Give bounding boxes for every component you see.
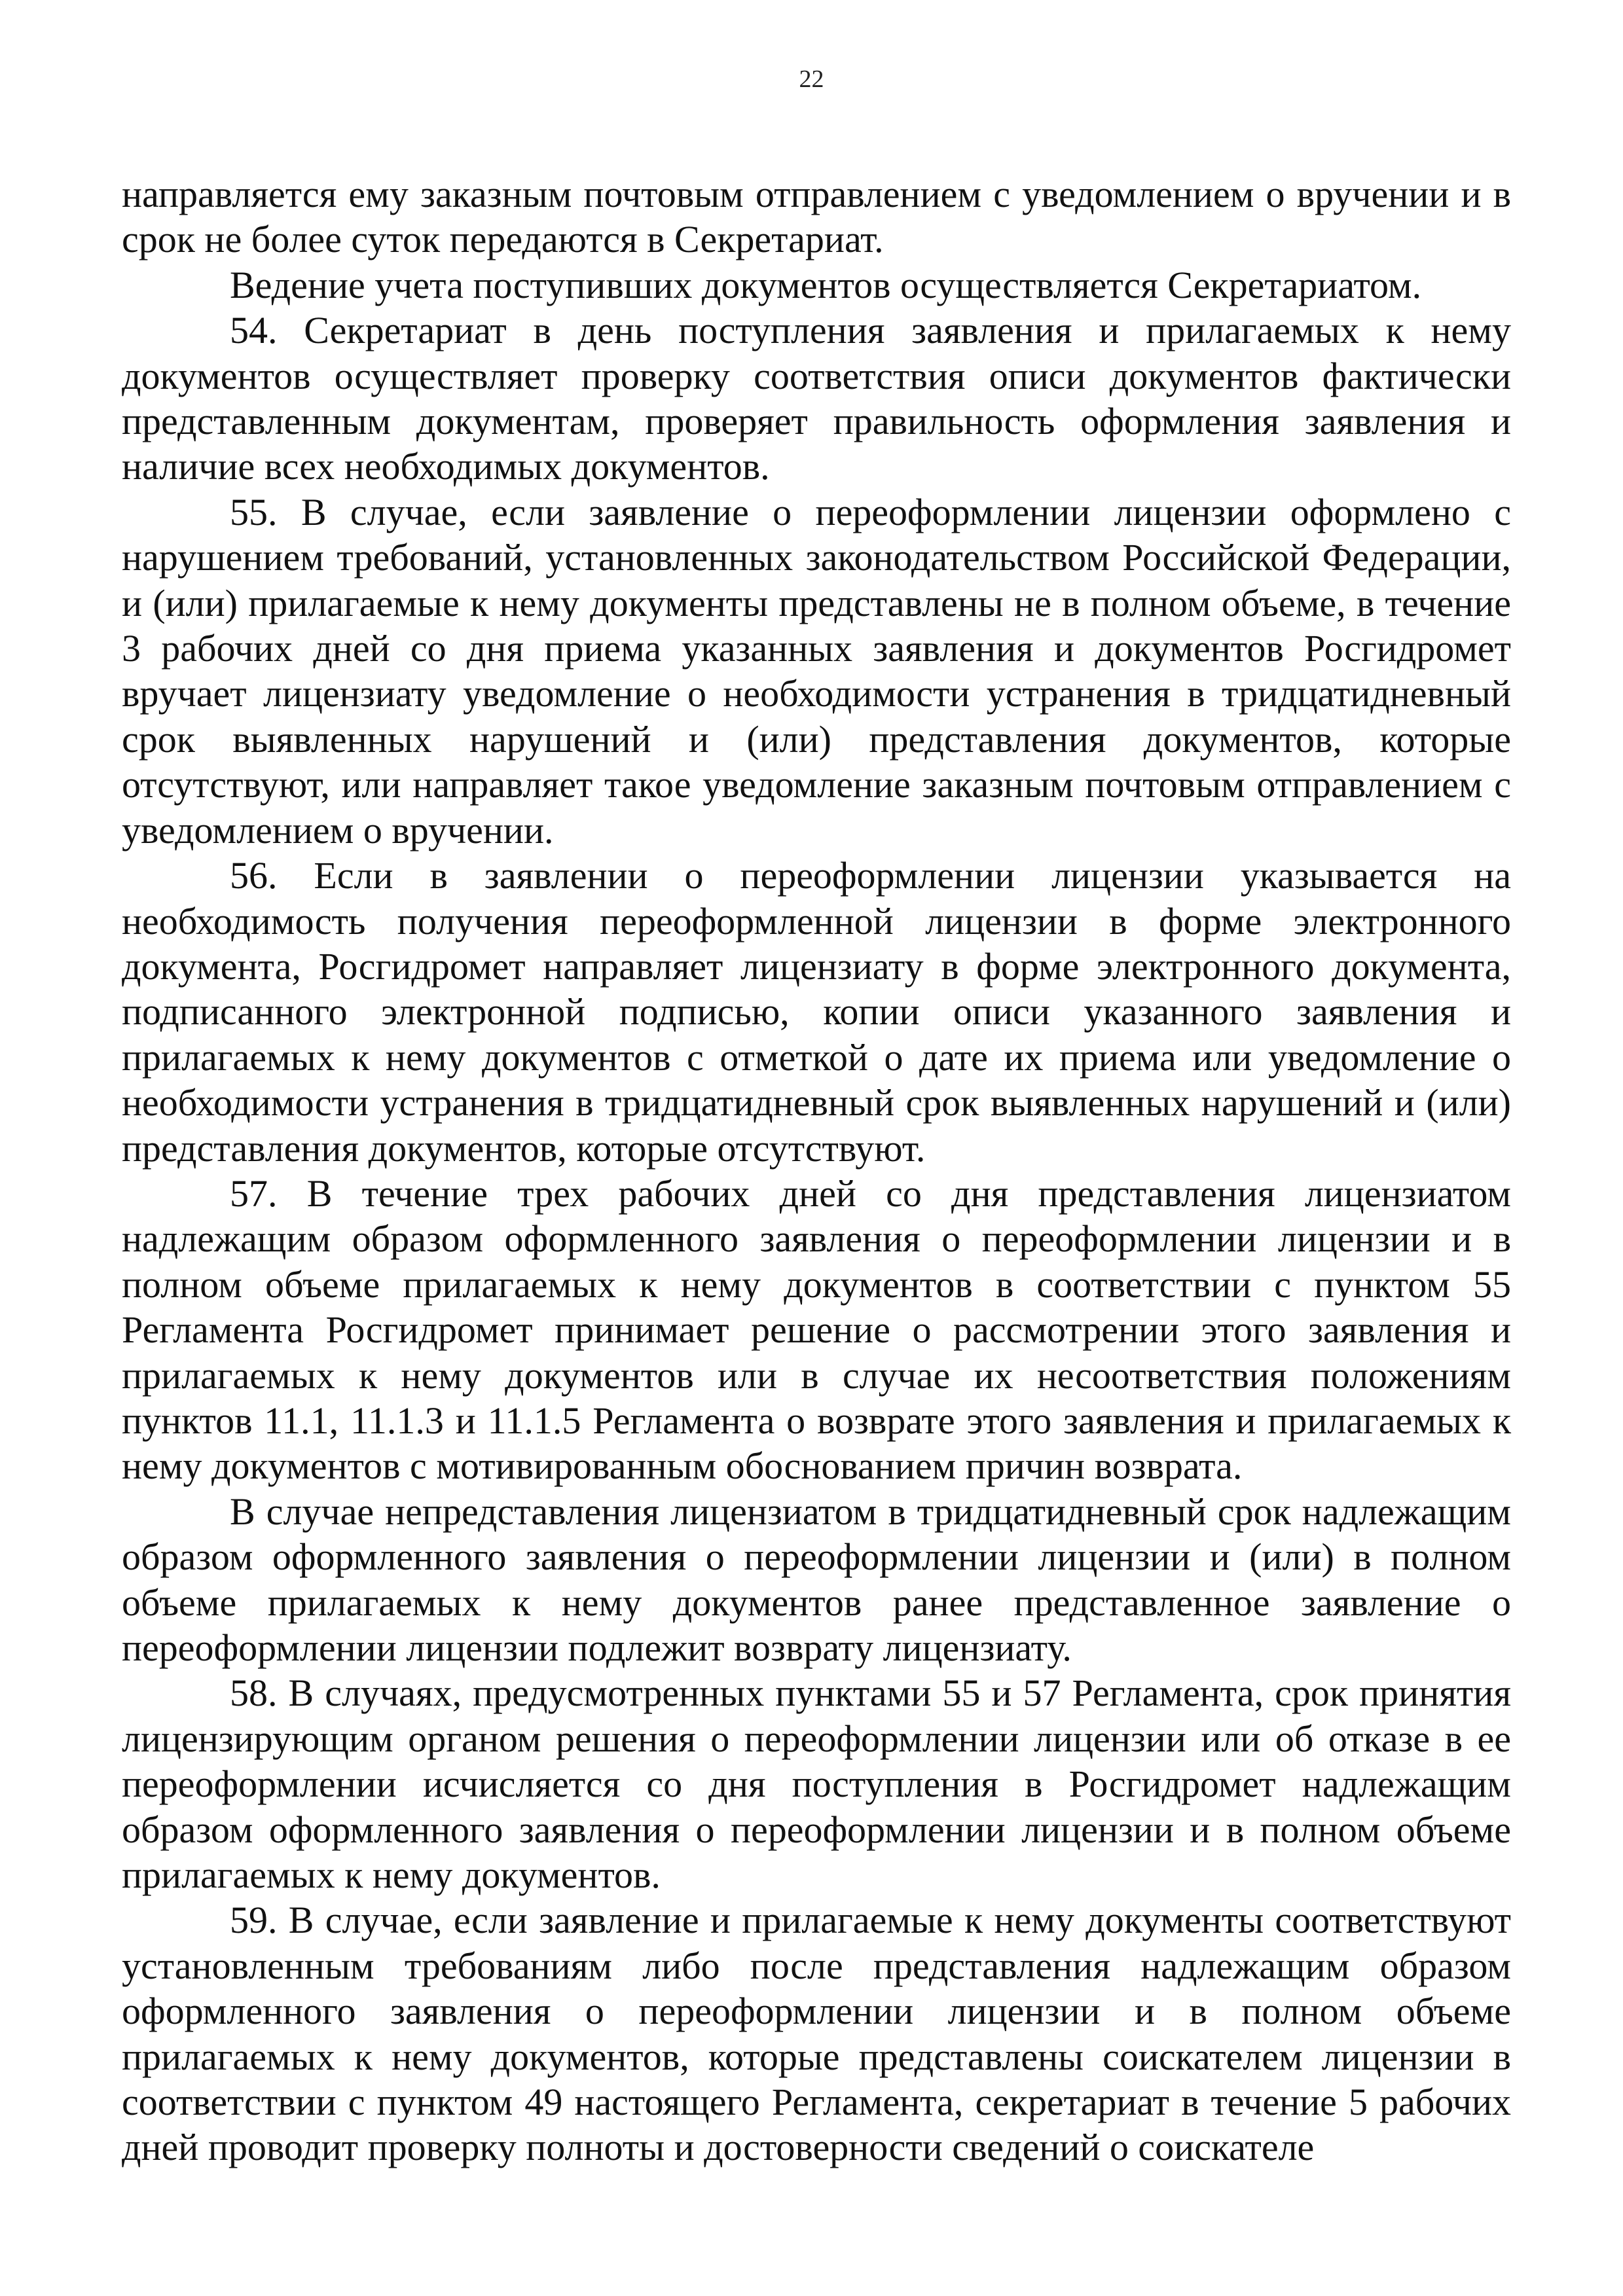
paragraph-record-keeping: Ведение учета поступивших документов осуществляется Секретариатом. <box>230 263 1422 306</box>
paragraph-57-return: В случае непредставления лицензиатом в тридцатидневный срок надлежащим образом оформленного заявления о переоформлении лицензии и (или) в полном объеме прилагаемых к нему документов ранее представленное заявление о переоформлении лицензии подлежит возврату лицензиату. <box>122 1490 1511 1669</box>
paragraph-54: 54. Секретариат в день поступления заявления и прилагаемых к нему документов осуществляет проверку соответствия описи документов фактически представленным документам, проверяет правильность оформления заявления и наличие всех необходимых документов. <box>122 309 1511 488</box>
paragraph-57: 57. В течение трех рабочих дней со дня представления лицензиатом надлежащим образом оформленного заявления о переоформлении лицензии и в полном объеме прилагаемых к нему документов в соответствии с пунктом 55 Регламента Росгидромет принимает решение о рассмотрении этого заявления и прилагаемых к нему документов или в случае их несоответствия положениям пунктов 11.1, 11.1.3 и 11.1.5 Регламента о возврате этого заявления и прилагаемых к нему документов с мотивированным обоснованием причин возврата. <box>122 1172 1511 1488</box>
paragraph-59: 59. В случае, если заявление и прилагаемые к нему документы соответствуют установленным требованиям либо после представления надлежащим образом оформленного заявления о переоформлении лицензии и в полном объеме прилагаемых к нему документов, которые представлены соискателем лицензии в соответствии с пунктом 49 настоящего Регламента, секретариат в течение 5 рабочих дней проводит проверку полноты и достоверности сведений о соискателе <box>122 1899 1511 2169</box>
paragraph-58: 58. В случаях, предусмотренных пунктами 55 и 57 Регламента, срок принятия лицензирующим органом решения о переоформлении лицензии или об отказе в ее переоформлении исчисляется со дня поступления в Росгидромет надлежащим образом оформленного заявления о переоформлении лицензии и в полном объеме прилагаемых к нему документов. <box>122 1672 1511 1897</box>
document-body <box>122 171 1511 2170</box>
page-number: 22 <box>799 65 824 93</box>
paragraph-continuation: направляется ему заказным почтовым отправлением с уведомлением о вручении и в срок не более суток передаются в Секретариат. <box>122 173 1511 261</box>
paragraph-56: 56. Если в заявлении о переоформлении лицензии указывается на необходимость получения переоформленной лицензии в форме электронного документа, Росгидромет направляет лицензиату в форме электронного документа, подписанного электронной подписью, копии описи указанного заявления и прилагаемых к нему документов с отметкой о дате их приема или уведомление о необходимости устранения в тридцатидневный срок выявленных нарушений и (или) представления документов, которые отсутствуют. <box>122 854 1511 1170</box>
paragraph-55: 55. В случае, если заявление о переоформлении лицензии оформлено с нарушением требований, установленных законодательством Российской Федерации, и (или) прилагаемые к нему документы представлены не в полном объеме, в течение 3 рабочих дней со дня приема указанных заявления и документов Росгидромет вручает лицензиату уведомление о необходимости устранения в тридцатидневный срок выявленных нарушений и (или) представления документов, которые отсутствуют, или направляет такое уведомление заказным почтовым отправлением с уведомлением о вручении. <box>122 490 1511 852</box>
